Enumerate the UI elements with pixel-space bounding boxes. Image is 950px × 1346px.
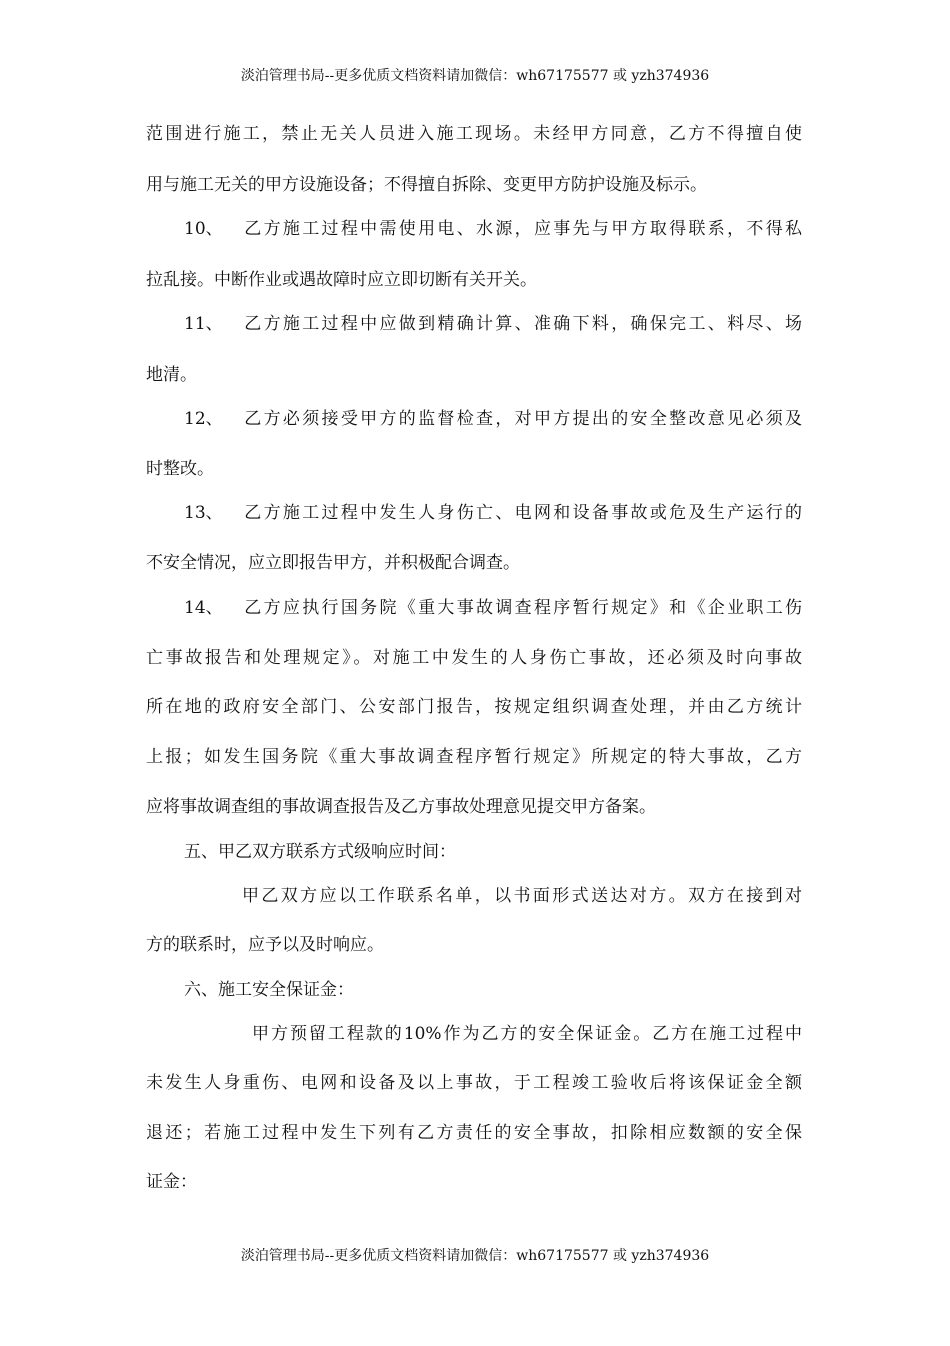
paragraph-line: 方的联系时，应予以及时响应。 (146, 935, 384, 955)
paragraph-line: 地清。 (146, 365, 197, 385)
list-item-13 (184, 501, 802, 525)
list-item-12 (184, 407, 802, 431)
item-text: 乙方必须接受甲方的监督检查，对甲方提出的安全整改意见必须及 (242, 409, 802, 429)
paragraph-line: 所在地的政府安全部门、公安部门报告，按规定组织调查处理，并由乙方统计 (146, 697, 802, 717)
item-text: 乙方施工过程中应做到精确计算、准确下料，确保完工、料尽、场 (242, 314, 802, 334)
item-number: 14、 (184, 598, 223, 618)
paragraph-line: 证金： (146, 1172, 197, 1192)
item-number: 11、 (184, 314, 223, 334)
paragraph-line: 上报；如发生国务院《重大事故调查程序暂行规定》所规定的特大事故，乙方 (146, 747, 802, 767)
paragraph-line: 应将事故调查组的事故调查报告及乙方事故处理意见提交甲方备案。 (146, 797, 656, 817)
item-text: 乙方应执行国务院《重大事故调查程序暂行规定》和《企业职工伤 (242, 598, 802, 618)
page-footer: 淡泊管理书局--更多优质文档资料请加微信：wh67175577 或 yzh374936 (240, 1248, 710, 1264)
item-text: 乙方施工过程中发生人身伤亡、电网和设备事故或危及生产运行的 (242, 503, 802, 523)
paragraph-line: 不安全情况，应立即报告甲方，并积极配合调查。 (146, 553, 520, 573)
paragraph-line: 拉乱接。中断作业或遇故障时应立即切断有关开关。 (146, 270, 537, 290)
paragraph-line: 范围进行施工，禁止无关人员进入施工现场。未经甲方同意，乙方不得擅自使 (146, 124, 802, 144)
page-header: 淡泊管理书局--更多优质文档资料请加微信：wh67175577 或 yzh374936 (240, 68, 710, 84)
paragraph-line: 未发生人身重伤、电网和设备及以上事故，于工程竣工验收后将该保证金全额 (146, 1073, 802, 1093)
section-heading: 五、甲乙双方联系方式级响应时间： (184, 842, 456, 862)
paragraph-line: 用与施工无关的甲方设施设备；不得擅自拆除、变更甲方防护设施及标示。 (146, 175, 707, 195)
paragraph-line: 时整改。 (146, 459, 214, 479)
paragraph-line: 退还；若施工过程中发生下列有乙方责任的安全事故，扣除相应数额的安全保 (146, 1123, 802, 1143)
paragraph-line: 甲乙双方应以工作联系名单，以书面形式送达对方。双方在接到对 (242, 886, 802, 906)
item-number: 13、 (184, 503, 223, 523)
section-heading: 六、施工安全保证金： (184, 980, 354, 1000)
list-item-14 (184, 596, 802, 620)
paragraph-line: 甲方预留工程款的10%作为乙方的安全保证金。乙方在施工过程中 (252, 1024, 802, 1044)
list-item-11 (184, 312, 802, 336)
item-number: 12、 (184, 409, 223, 429)
list-item-10 (184, 217, 802, 241)
paragraph-line: 亡事故报告和处理规定》。对施工中发生的人身伤亡事故，还必须及时向事故 (146, 648, 802, 668)
item-number: 10、 (184, 219, 223, 239)
item-text: 乙方施工过程中需使用电、水源，应事先与甲方取得联系，不得私 (242, 219, 802, 239)
